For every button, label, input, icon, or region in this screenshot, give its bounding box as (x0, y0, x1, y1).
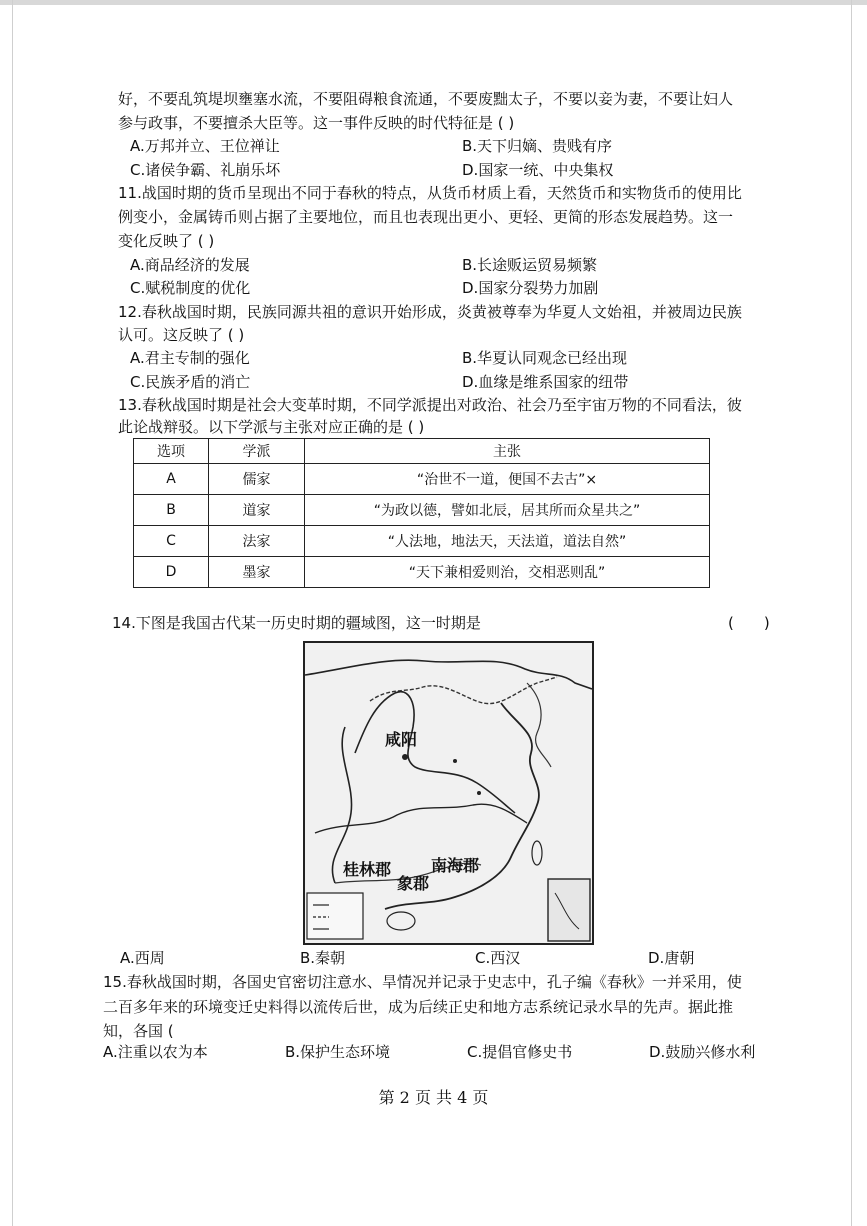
table-cell-claim: “为政以德，譬如北辰，居其所而众星共之” (305, 495, 710, 526)
q11-line2: 例变小，金属铸币则占据了主要地位，而且也表现出更小、更轻、更简的形态发展趋势。这一 (118, 208, 734, 226)
scan-top-edge (0, 0, 867, 5)
q11-option-a: A.商品经济的发展 (130, 256, 250, 274)
page-footer: 第 2 页 共 4 页 (378, 1088, 489, 1107)
map-label-nanhai: 南海郡 (431, 858, 480, 875)
table-cell-option: D (134, 557, 209, 588)
q10-option-d: D.国家一统、中央集权 (462, 161, 614, 179)
q15-line1: 15.春秋战国时期，各国史官密切注意水、旱情况并记录于史志中，孔子编《春秋》一并采用，使 (103, 973, 742, 991)
q15-option-c: C.提倡官修史书 (467, 1043, 573, 1061)
q10-option-b: B.天下归嫡、贵贱有序 (462, 137, 613, 155)
table-cell-school: 墨家 (209, 557, 305, 588)
scan-right-edge (851, 0, 852, 1226)
q15-line3: 知，各国 ( (103, 1022, 174, 1040)
table-cell-option: A (134, 464, 209, 495)
table-cell-claim: “治世不一道，便国不去古”× (305, 464, 710, 495)
q10-line1: 好，不要乱筑堤坝壅塞水流，不要阻碍粮食流通，不要废黜太子，不要以妾为妻，不要让妇人 (118, 90, 734, 108)
q12-option-d: D.血缘是维系国家的纽带 (462, 373, 629, 391)
territory-map (303, 641, 594, 945)
q12-line2: 认可。这反映了 ( ) (118, 326, 245, 344)
q14-option-a: A.西周 (120, 949, 165, 967)
table-cell-claim: “人法地，地法天，天法道，道法自然” (305, 526, 710, 557)
map-label-xiang: 象郡 (397, 876, 430, 893)
q15-option-a: A.注重以农为本 (103, 1043, 208, 1061)
table-header-claim: 主张 (305, 439, 710, 464)
q11-option-b: B.长途贩运贸易频繁 (462, 256, 598, 274)
q14-line1: 14.下图是我国古代某一历史时期的疆域图，这一时期是 (112, 614, 481, 632)
q15-option-b: B.保护生态环境 (285, 1043, 391, 1061)
table-row (134, 557, 710, 588)
q11-option-d: D.国家分裂势力加剧 (462, 279, 599, 297)
q12-line1: 12.春秋战国时期，民族同源共祖的意识开始形成，炎黄被尊奉为华夏人文始祖，并被周边民族 (118, 303, 742, 321)
q15-line2: 二百多年来的环境变迁史料得以流传后世，成为后续正史和地方志系统记录水旱的先声。据此推 (103, 998, 734, 1016)
table-cell-claim: “天下兼相爱则治，交相恶则乱” (305, 557, 710, 588)
table-header-school: 学派 (209, 439, 305, 464)
q12-option-c: C.民族矛盾的消亡 (130, 373, 251, 391)
q14-answer-bracket: ( ) (728, 614, 770, 632)
scan-left-edge (12, 0, 13, 1226)
q13-line1: 13.春秋战国时期是社会大变革时期，不同学派提出对政治、社会乃至宇宙万物的不同看法，彼 (118, 396, 742, 414)
table-row (134, 495, 710, 526)
q13-table (133, 438, 710, 588)
table-cell-school: 法家 (209, 526, 305, 557)
q12-option-a: A.君主专制的强化 (130, 349, 250, 367)
table-cell-option: B (134, 495, 209, 526)
table-cell-school: 儒家 (209, 464, 305, 495)
q15-option-d: D.鼓励兴修水利 (649, 1043, 756, 1061)
map-label-guilin: 桂林郡 (343, 862, 392, 879)
map-label-xianyang: 咸阳 (385, 732, 418, 749)
q10-option-c: C.诸侯争霸、礼崩乐坏 (130, 161, 281, 179)
q13-line2: 此论战辩驳。以下学派与主张对应正确的是 ( ) (118, 418, 425, 436)
q14-option-d: D.唐朝 (648, 949, 695, 967)
q11-line1: 11.战国时期的货币呈现出不同于春秋的特点，从货币材质上看，天然货币和实物货币的使用比 (118, 184, 742, 202)
table-cell-option: C (134, 526, 209, 557)
q10-option-a: A.万邦并立、王位禅让 (130, 137, 280, 155)
q12-option-b: B.华夏认同观念已经出现 (462, 349, 628, 367)
q14-option-b: B.秦朝 (300, 949, 346, 967)
table-row (134, 464, 710, 495)
q14-option-c: C.西汉 (475, 949, 521, 967)
table-header-option: 选项 (134, 439, 209, 464)
q11-line3: 变化反映了 ( ) (118, 232, 215, 250)
map-drawing (305, 643, 592, 943)
table-header-row (134, 439, 710, 464)
table-cell-school: 道家 (209, 495, 305, 526)
q10-line2: 参与政事，不要擅杀大臣等。这一事件反映的时代特征是 ( ) (118, 114, 515, 132)
table-row (134, 526, 710, 557)
q11-option-c: C.赋税制度的优化 (130, 279, 251, 297)
